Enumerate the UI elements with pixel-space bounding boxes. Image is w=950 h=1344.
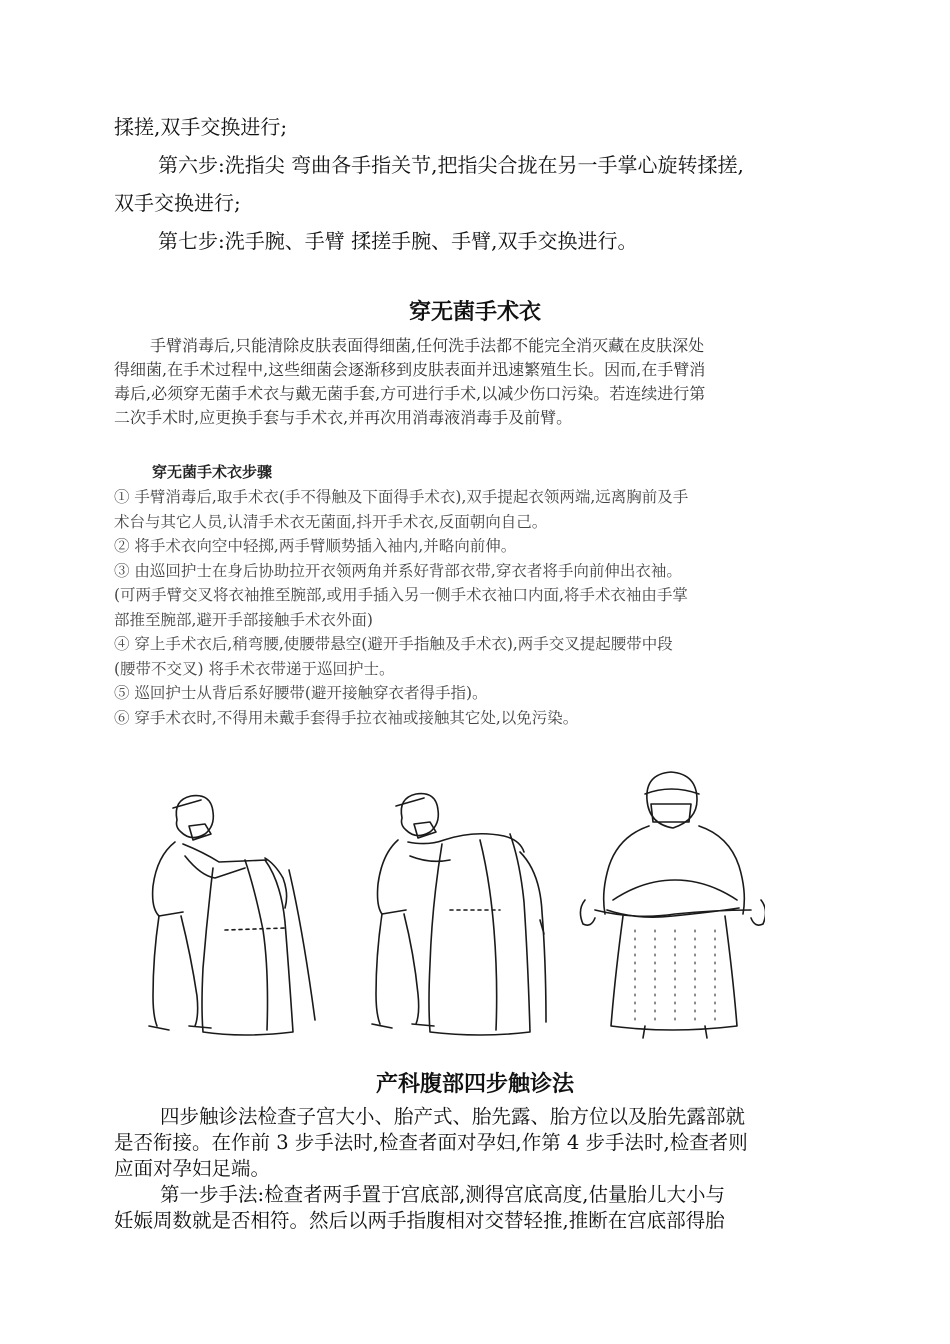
figure-tying-waistband [580, 772, 765, 1038]
text-line: 二次手术时,应更换手套与手术衣,并再次用消毒液消毒手及前臂。 [114, 408, 573, 427]
section-title-palpation: 产科腹部四步触诊法 [375, 1072, 574, 1097]
first-step-paragraph [114, 1182, 839, 1234]
step-line: ④ 穿上手术衣后,稍弯腰,使腰带悬空(避开手指触及手术衣),两手交叉提起腰带中段 [114, 635, 673, 653]
text-line: 揉搓,双手交换进行; [114, 115, 288, 139]
step7-line: 第七步:洗手腕、手臂 揉搓手腕、手臂,双手交换进行。 [158, 229, 638, 253]
text-line: 手臂消毒后,只能清除皮肤表面得细菌,任何洗手法都不能完全消灭藏在皮肤深处 [150, 336, 705, 355]
step-line: 术台与其它人员,认清手术衣无菌面,抖开手术衣,反面朝向自己。 [114, 512, 548, 531]
section-title-gown: 穿无菌手术衣 [408, 300, 541, 325]
gown-intro-paragraph [114, 334, 834, 430]
step-line: ③ 由巡回护士在身后协助拉开衣领两角并系好背部衣带,穿衣者将手向前伸出衣袖。 [114, 561, 682, 580]
text-line: 双手交换进行; [114, 191, 241, 215]
text-line: 四步触诊法检查子宫大小、胎产式、胎先露、胎方位以及胎先露部就 [160, 1105, 746, 1128]
text-line: 得细菌,在手术过程中,这些细菌会逐渐移到皮肤表面并迅速繁殖生长。因而,在手臂消 [114, 360, 706, 379]
steps-heading: 穿无菌手术衣步骤 [152, 463, 273, 481]
gowning-illustration [125, 760, 765, 1040]
step-line: (腰带不交叉) 将手术衣带递于巡回护士。 [114, 659, 395, 678]
text-line: 是否衔接。在作前 3 步手法时,检查者面对孕妇,作第 4 步手法时,检查者则 [114, 1131, 748, 1154]
step-line: ① 手臂消毒后,取手术衣(手不得触及下面得手术衣),双手提起衣领两端,远离胸前及手 [114, 488, 689, 506]
step-line: ② 将手术衣向空中轻掷,两手臂顺势插入袖内,并略向前伸。 [114, 537, 517, 555]
text-line: 第一步手法:检查者两手置于宫底部,测得宫底高度,估量胎儿大小与 [160, 1183, 725, 1206]
text-line: 妊娠周数就是否相符。然后以两手指腹相对交替轻推,推断在宫底部得胎 [114, 1209, 725, 1232]
figure-inserting-arms [372, 794, 546, 1035]
step-line: 部推至腕部,避开手部接触手术衣外面) [114, 610, 373, 629]
palpation-paragraph [114, 1104, 839, 1182]
step-line: (可两手臂交叉将衣袖推至腕部,或用手插入另一侧手术衣袖口内面,将手术衣袖由手掌 [114, 586, 688, 604]
step-line: ⑥ 穿手术衣时,不得用未戴手套得手拉衣袖或接触其它处,以免污染。 [114, 708, 579, 727]
step6-line: 第六步:洗指尖 弯曲各手指关节,把指尖合拢在另一手掌心旋转揉搓, [158, 153, 744, 177]
gown-steps-list [114, 485, 844, 730]
step-line: ⑤ 巡回护士从背后系好腰带(避开接触穿衣者得手指)。 [114, 684, 488, 702]
figure-holding-gown [149, 796, 315, 1035]
text-line: 毒后,必须穿无菌手术衣与戴无菌手套,方可进行手术,以减少伤口污染。若连续进行第 [114, 384, 706, 403]
text-line: 应面对孕妇足端。 [114, 1157, 271, 1180]
